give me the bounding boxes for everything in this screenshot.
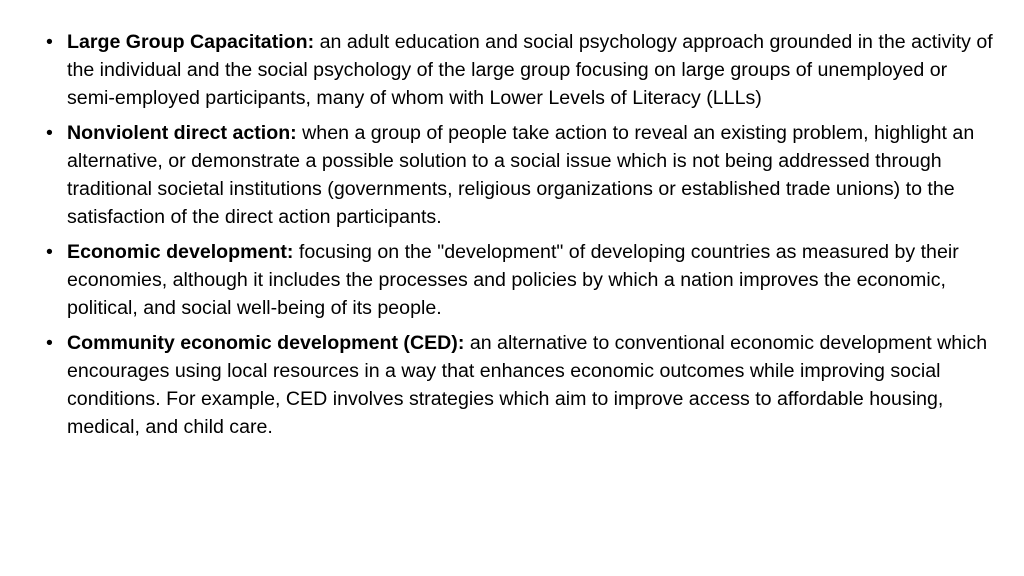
definition-text: an alternative to conventional economic development which encourages using local resources in a way that enhances economic outcomes while improving social conditions. For example, CED involves strategies which aim to improve access to affordable housing, medical, and child care.: [67, 332, 988, 438]
bullet-icon: •: [46, 241, 53, 263]
bullet-item-community-economic-development: [46, 329, 996, 441]
definition-text: an adult education and social psychology approach grounded in the activity of the individual and the social psychology of the large group focusing on large groups of unemployed or semi-employed participants, many of whom with Lower Levels of Literacy (LLLs): [67, 31, 993, 109]
term-label: Economic development:: [67, 241, 299, 263]
definition-text: when a group of people take action to reveal an existing problem, highlight an alternative, or demonstrate a possible solution to a social issue which is not being addressed through traditional societal institutions (governments, religious organizations or established trade unions) to the satisfaction of the direct action participants.: [67, 122, 975, 228]
bullet-icon: •: [46, 332, 53, 354]
bullet-item-large-group-capacitation: [46, 28, 996, 112]
definition-text: focusing on the "development" of developing countries as measured by their economies, although it includes the processes and policies by which a nation improves the economic, political, and social well-being of its people.: [67, 241, 959, 319]
bullet-item-nonviolent-direct-action: [46, 119, 996, 231]
bullet-item-economic-development: [46, 238, 996, 322]
term-label: Community economic development (CED):: [67, 332, 470, 354]
bullet-icon: •: [46, 31, 53, 53]
term-label: Nonviolent direct action:: [67, 122, 303, 144]
term-label: Large Group Capacitation:: [67, 31, 320, 53]
bullet-icon: •: [46, 122, 53, 144]
bullet-list: [46, 28, 996, 448]
